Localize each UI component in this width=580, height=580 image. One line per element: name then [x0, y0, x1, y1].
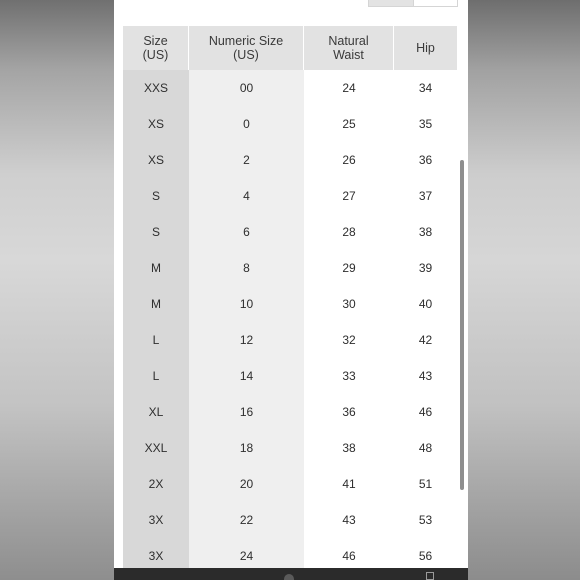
numeric-size-cell: 00	[189, 70, 304, 106]
natural-waist-cell: 46	[304, 538, 394, 574]
size-cell: XXS	[123, 70, 189, 106]
table-row	[123, 142, 457, 178]
natural-waist-cell: 25	[304, 106, 394, 142]
background-left	[0, 0, 116, 580]
natural-waist-cell: 29	[304, 250, 394, 286]
natural-waist-cell: 26	[304, 142, 394, 178]
natural-waist-cell: 41	[304, 466, 394, 502]
natural-waist-cell: 43	[304, 502, 394, 538]
hip-cell: 46	[394, 394, 457, 430]
size-cell: M	[123, 286, 189, 322]
size-cell: L	[123, 358, 189, 394]
numeric-size-cell: 24	[189, 538, 304, 574]
size-cell: XS	[123, 106, 189, 142]
numeric-size-cell: 4	[189, 178, 304, 214]
natural-waist-cell: 28	[304, 214, 394, 250]
table-row	[123, 214, 457, 250]
numeric-size-cell: 12	[189, 322, 304, 358]
hip-cell: 39	[394, 250, 457, 286]
table-row	[123, 178, 457, 214]
size-cell: XL	[123, 394, 189, 430]
numeric-size-cell: 0	[189, 106, 304, 142]
numeric-size-cell: 16	[189, 394, 304, 430]
hip-cell: 51	[394, 466, 457, 502]
natural-waist-cell: 27	[304, 178, 394, 214]
numeric-size-cell: 10	[189, 286, 304, 322]
table-row	[123, 358, 457, 394]
header-hip: Hip	[394, 26, 457, 70]
table-row	[123, 250, 457, 286]
size-cell: XXL	[123, 430, 189, 466]
header-size: Size (US)	[123, 26, 189, 70]
natural-waist-cell: 33	[304, 358, 394, 394]
natural-waist-cell: 30	[304, 286, 394, 322]
table-row	[123, 106, 457, 142]
size-cell: S	[123, 214, 189, 250]
bottom-navigation-bar	[114, 568, 468, 580]
unit-toggle-option-2[interactable]	[413, 0, 458, 6]
header-natural-waist: Natural Waist	[304, 26, 394, 70]
size-cell: 3X	[123, 502, 189, 538]
size-chart-header-row	[123, 26, 457, 70]
home-indicator-icon[interactable]	[284, 574, 294, 580]
natural-waist-cell: 38	[304, 430, 394, 466]
hip-cell: 38	[394, 214, 457, 250]
header-numeric-size: Numeric Size (US)	[189, 26, 304, 70]
natural-waist-cell: 32	[304, 322, 394, 358]
hip-cell: 43	[394, 358, 457, 394]
hip-cell: 34	[394, 70, 457, 106]
size-cell: L	[123, 322, 189, 358]
size-cell: XS	[123, 142, 189, 178]
natural-waist-cell: 24	[304, 70, 394, 106]
numeric-size-cell: 2	[189, 142, 304, 178]
numeric-size-cell: 20	[189, 466, 304, 502]
size-cell: 2X	[123, 466, 189, 502]
size-cell: M	[123, 250, 189, 286]
table-row	[123, 430, 457, 466]
hip-cell: 36	[394, 142, 457, 178]
size-cell: 3X	[123, 538, 189, 574]
table-row	[123, 286, 457, 322]
numeric-size-cell: 8	[189, 250, 304, 286]
numeric-size-cell: 18	[189, 430, 304, 466]
hip-cell: 37	[394, 178, 457, 214]
size-chart-table	[123, 26, 457, 574]
numeric-size-cell: 14	[189, 358, 304, 394]
size-cell: S	[123, 178, 189, 214]
numeric-size-cell: 6	[189, 214, 304, 250]
hip-cell: 48	[394, 430, 457, 466]
natural-waist-cell: 36	[304, 394, 394, 430]
hip-cell: 56	[394, 538, 457, 574]
scrollbar[interactable]	[460, 160, 464, 490]
numeric-size-cell: 22	[189, 502, 304, 538]
background-right	[464, 0, 580, 580]
table-row	[123, 70, 457, 106]
hip-cell: 40	[394, 286, 457, 322]
hip-cell: 53	[394, 502, 457, 538]
hip-cell: 42	[394, 322, 457, 358]
unit-toggle[interactable]	[368, 0, 458, 7]
hip-cell: 35	[394, 106, 457, 142]
table-row	[123, 322, 457, 358]
table-row	[123, 394, 457, 430]
square-icon[interactable]	[426, 572, 434, 580]
table-row	[123, 502, 457, 538]
table-row	[123, 466, 457, 502]
unit-toggle-option-1[interactable]	[369, 0, 413, 6]
phone-screen	[114, 0, 468, 580]
